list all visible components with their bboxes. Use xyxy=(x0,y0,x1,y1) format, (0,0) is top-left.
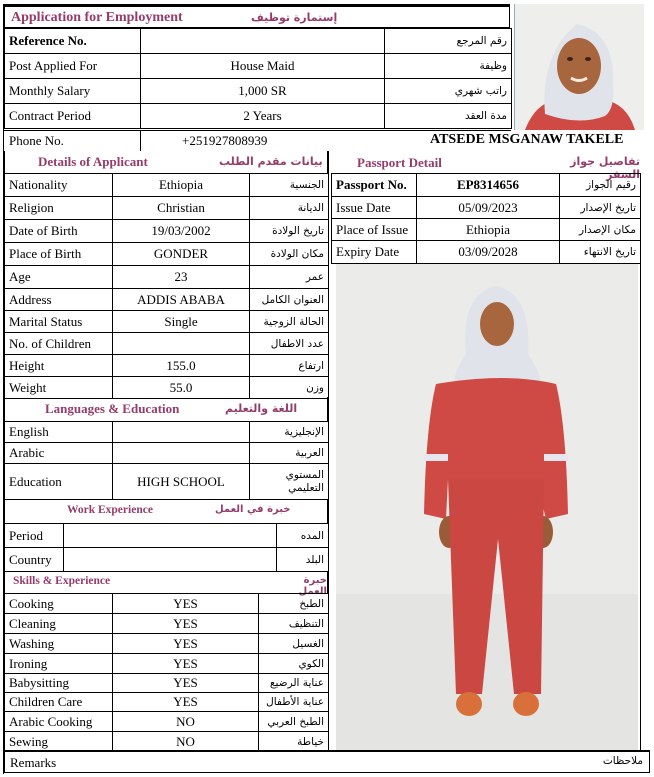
issue-date-label-ar: تاريخ الإصدار xyxy=(560,197,641,219)
passport-no-label: Passport No. xyxy=(332,174,417,197)
row-salary xyxy=(5,79,512,104)
passport-section xyxy=(331,151,640,181)
details-title-ar: بيانات مقدم الطلب xyxy=(219,155,323,168)
arabic-label: Arabic xyxy=(5,443,113,464)
age-value: 23 xyxy=(113,266,250,289)
skills-row xyxy=(5,634,329,654)
period-label-ar: المده xyxy=(277,524,329,548)
full-body-image xyxy=(336,264,638,750)
work-title-en: Work Experience xyxy=(67,504,153,516)
passport-row xyxy=(332,241,641,264)
washing-label: Washing xyxy=(5,634,113,654)
pob-value: GONDER xyxy=(113,243,250,266)
arabic-cooking-value: NO xyxy=(113,712,259,732)
children-label-ar: عدد الاطفال xyxy=(250,333,329,355)
languages-table xyxy=(4,421,329,500)
weight-label-ar: وزن xyxy=(250,377,329,399)
passport-row xyxy=(332,174,641,197)
phone-value: +251927808939 xyxy=(182,133,268,148)
languages-row xyxy=(5,464,329,500)
phone-label: Phone No. xyxy=(9,133,64,148)
cooking-label-ar: الطبخ xyxy=(259,594,329,614)
arabic-cooking-label-ar: الطبخ العربي xyxy=(259,712,329,732)
children-value xyxy=(113,333,250,355)
expiry-date-label-ar: تاريخ الانتهاء xyxy=(560,241,641,264)
age-label: Age xyxy=(5,266,113,289)
sewing-label-ar: خياطة xyxy=(259,732,329,752)
contract-label-ar: مدة العقد xyxy=(385,104,512,129)
remarks-row xyxy=(4,750,650,773)
row-contract xyxy=(5,104,512,129)
full-body-photo xyxy=(336,264,638,750)
ironing-label-ar: الكوي xyxy=(259,654,329,674)
reference-label: Reference No. xyxy=(5,29,141,54)
work-title-ar: خبرة في العمل xyxy=(215,504,291,515)
education-label: Education xyxy=(5,464,113,500)
cleaning-label: Cleaning xyxy=(5,614,113,634)
skills-row xyxy=(5,674,329,693)
remarks-label: Remarks xyxy=(10,755,57,770)
right-column-border xyxy=(328,151,329,751)
skills-section xyxy=(4,571,328,597)
details-row xyxy=(5,174,329,197)
nationality-label-ar: الجنسية xyxy=(250,174,329,197)
applicant-name: ATSEDE MSGANAW TAKELE xyxy=(430,132,624,147)
children-care-label: Children Care xyxy=(5,693,113,712)
period-value xyxy=(64,524,277,548)
sewing-value: NO xyxy=(113,732,259,752)
contract-value: 2 Years xyxy=(141,104,385,129)
country-value xyxy=(64,548,277,572)
nationality-label: Nationality xyxy=(5,174,113,197)
dob-label: Date of Birth xyxy=(5,220,113,243)
expiry-date-label: Expiry Date xyxy=(332,241,417,264)
languages-section xyxy=(4,397,328,421)
details-row xyxy=(5,333,329,355)
skills-table xyxy=(4,593,329,752)
salary-label: Monthly Salary xyxy=(5,79,141,104)
salary-label-ar: راتب شهري xyxy=(385,79,512,104)
details-table xyxy=(4,173,329,399)
education-label-ar: المستوي التعليمي xyxy=(250,464,329,500)
passport-row xyxy=(332,197,641,219)
languages-title-en: Languages & Education xyxy=(45,401,180,416)
skills-row xyxy=(5,594,329,614)
babysitting-label-ar: عناية الرضيع xyxy=(259,674,329,693)
address-label: Address xyxy=(5,289,113,311)
children-care-value: YES xyxy=(113,693,259,712)
height-label: Height xyxy=(5,355,113,377)
post-label: Post Applied For xyxy=(5,54,141,79)
children-label: No. of Children xyxy=(5,333,113,355)
right-column-border-2 xyxy=(640,264,641,751)
cleaning-label-ar: التنظيف xyxy=(259,614,329,634)
ironing-value: YES xyxy=(113,654,259,674)
title-ar: إستمارة توظيف xyxy=(251,11,338,24)
salary-value: 1,000 SR xyxy=(141,79,385,104)
languages-title-ar: اللغة والتعليم xyxy=(225,402,298,415)
details-row xyxy=(5,289,329,311)
religion-value: Christian xyxy=(113,197,250,220)
issue-date-label: Issue Date xyxy=(332,197,417,219)
cleaning-value: YES xyxy=(113,614,259,634)
place-of-issue-label-ar: مكان الإصدار xyxy=(560,219,641,241)
passport-title-en: Passport Detail xyxy=(357,155,442,170)
address-label-ar: العنوان الكامل xyxy=(250,289,329,311)
skills-title-en: Skills & Experience xyxy=(13,575,111,587)
work-row xyxy=(5,524,329,548)
weight-value: 55.0 xyxy=(113,377,250,399)
dob-label-ar: تاريخ الولادة xyxy=(250,220,329,243)
education-value: HIGH SCHOOL xyxy=(113,464,250,500)
skills-row xyxy=(5,732,329,752)
header-box xyxy=(4,4,510,28)
ironing-label: Ironing xyxy=(5,654,113,674)
details-row xyxy=(5,197,329,220)
title-en: Application for Employment xyxy=(11,10,183,25)
portrait-photo xyxy=(514,4,644,130)
details-row xyxy=(5,311,329,333)
arabic-value xyxy=(113,443,250,464)
country-label-ar: البلد xyxy=(277,548,329,572)
top-info-table xyxy=(4,28,512,129)
post-label-ar: وظيفة xyxy=(385,54,512,79)
passport-no-label-ar: رقيم الجواز xyxy=(560,174,641,197)
work-row xyxy=(5,548,329,572)
remarks-label-ar: ملاحظات xyxy=(602,755,643,767)
row-post xyxy=(5,54,512,79)
english-label: English xyxy=(5,422,113,443)
portrait-image xyxy=(515,4,644,130)
arabic-cooking-label: Arabic Cooking xyxy=(5,712,113,732)
details-title-en: Details of Applicant xyxy=(38,154,148,169)
height-value: 155.0 xyxy=(113,355,250,377)
country-label: Country xyxy=(5,548,64,572)
height-label-ar: ارتفاع xyxy=(250,355,329,377)
religion-label-ar: الديانة xyxy=(250,197,329,220)
passport-no-value: EP8314656 xyxy=(417,174,560,197)
passport-row xyxy=(332,219,641,241)
washing-label-ar: الغسيل xyxy=(259,634,329,654)
english-label-ar: الإنجليزية xyxy=(250,422,329,443)
marital-label: Marital Status xyxy=(5,311,113,333)
place-of-issue-value: Ethiopia xyxy=(417,219,560,241)
languages-row xyxy=(5,422,329,443)
phone-row xyxy=(4,131,424,151)
details-row xyxy=(5,266,329,289)
skills-row xyxy=(5,654,329,674)
cooking-label: Cooking xyxy=(5,594,113,614)
outer-left-border xyxy=(3,4,4,774)
nationality-value: Ethiopia xyxy=(113,174,250,197)
age-label-ar: عمر xyxy=(250,266,329,289)
religion-label: Religion xyxy=(5,197,113,220)
languages-row xyxy=(5,443,329,464)
babysitting-value: YES xyxy=(113,674,259,693)
pob-label-ar: مكان الولادة xyxy=(250,243,329,266)
reference-value xyxy=(141,29,385,54)
marital-label-ar: الحالة الزوجية xyxy=(250,311,329,333)
marital-value: Single xyxy=(113,311,250,333)
skills-row xyxy=(5,614,329,634)
details-row xyxy=(5,243,329,266)
passport-table xyxy=(331,173,641,264)
work-table xyxy=(4,523,329,572)
details-row xyxy=(5,355,329,377)
children-care-label-ar: عناية الأطفال xyxy=(259,693,329,712)
dob-value: 19/03/2002 xyxy=(113,220,250,243)
phone-divider xyxy=(140,131,141,151)
post-value: House Maid xyxy=(141,54,385,79)
washing-value: YES xyxy=(113,634,259,654)
reference-label-ar: رقم المرجع xyxy=(385,29,512,54)
address-value: ADDIS ABABA xyxy=(113,289,250,311)
skills-title-ar: خبرة العمل xyxy=(298,575,327,597)
sewing-label: Sewing xyxy=(5,732,113,752)
english-value xyxy=(113,422,250,443)
period-label: Period xyxy=(5,524,64,548)
passport-title-ar: تفاصيل جواز السفر xyxy=(570,155,640,181)
details-row xyxy=(5,377,329,399)
skills-row xyxy=(5,693,329,712)
details-row xyxy=(5,220,329,243)
weight-label: Weight xyxy=(5,377,113,399)
expiry-date-value: 03/09/2028 xyxy=(417,241,560,264)
issue-date-value: 05/09/2023 xyxy=(417,197,560,219)
arabic-label-ar: العربية xyxy=(250,443,329,464)
details-section xyxy=(4,151,328,173)
cooking-value: YES xyxy=(113,594,259,614)
pob-label: Place of Birth xyxy=(5,243,113,266)
work-section xyxy=(4,499,328,523)
row-reference xyxy=(5,29,512,54)
babysitting-label: Babysitting xyxy=(5,674,113,693)
place-of-issue-label: Place of Issue xyxy=(332,219,417,241)
contract-label: Contract Period xyxy=(5,104,141,129)
skills-row xyxy=(5,712,329,732)
